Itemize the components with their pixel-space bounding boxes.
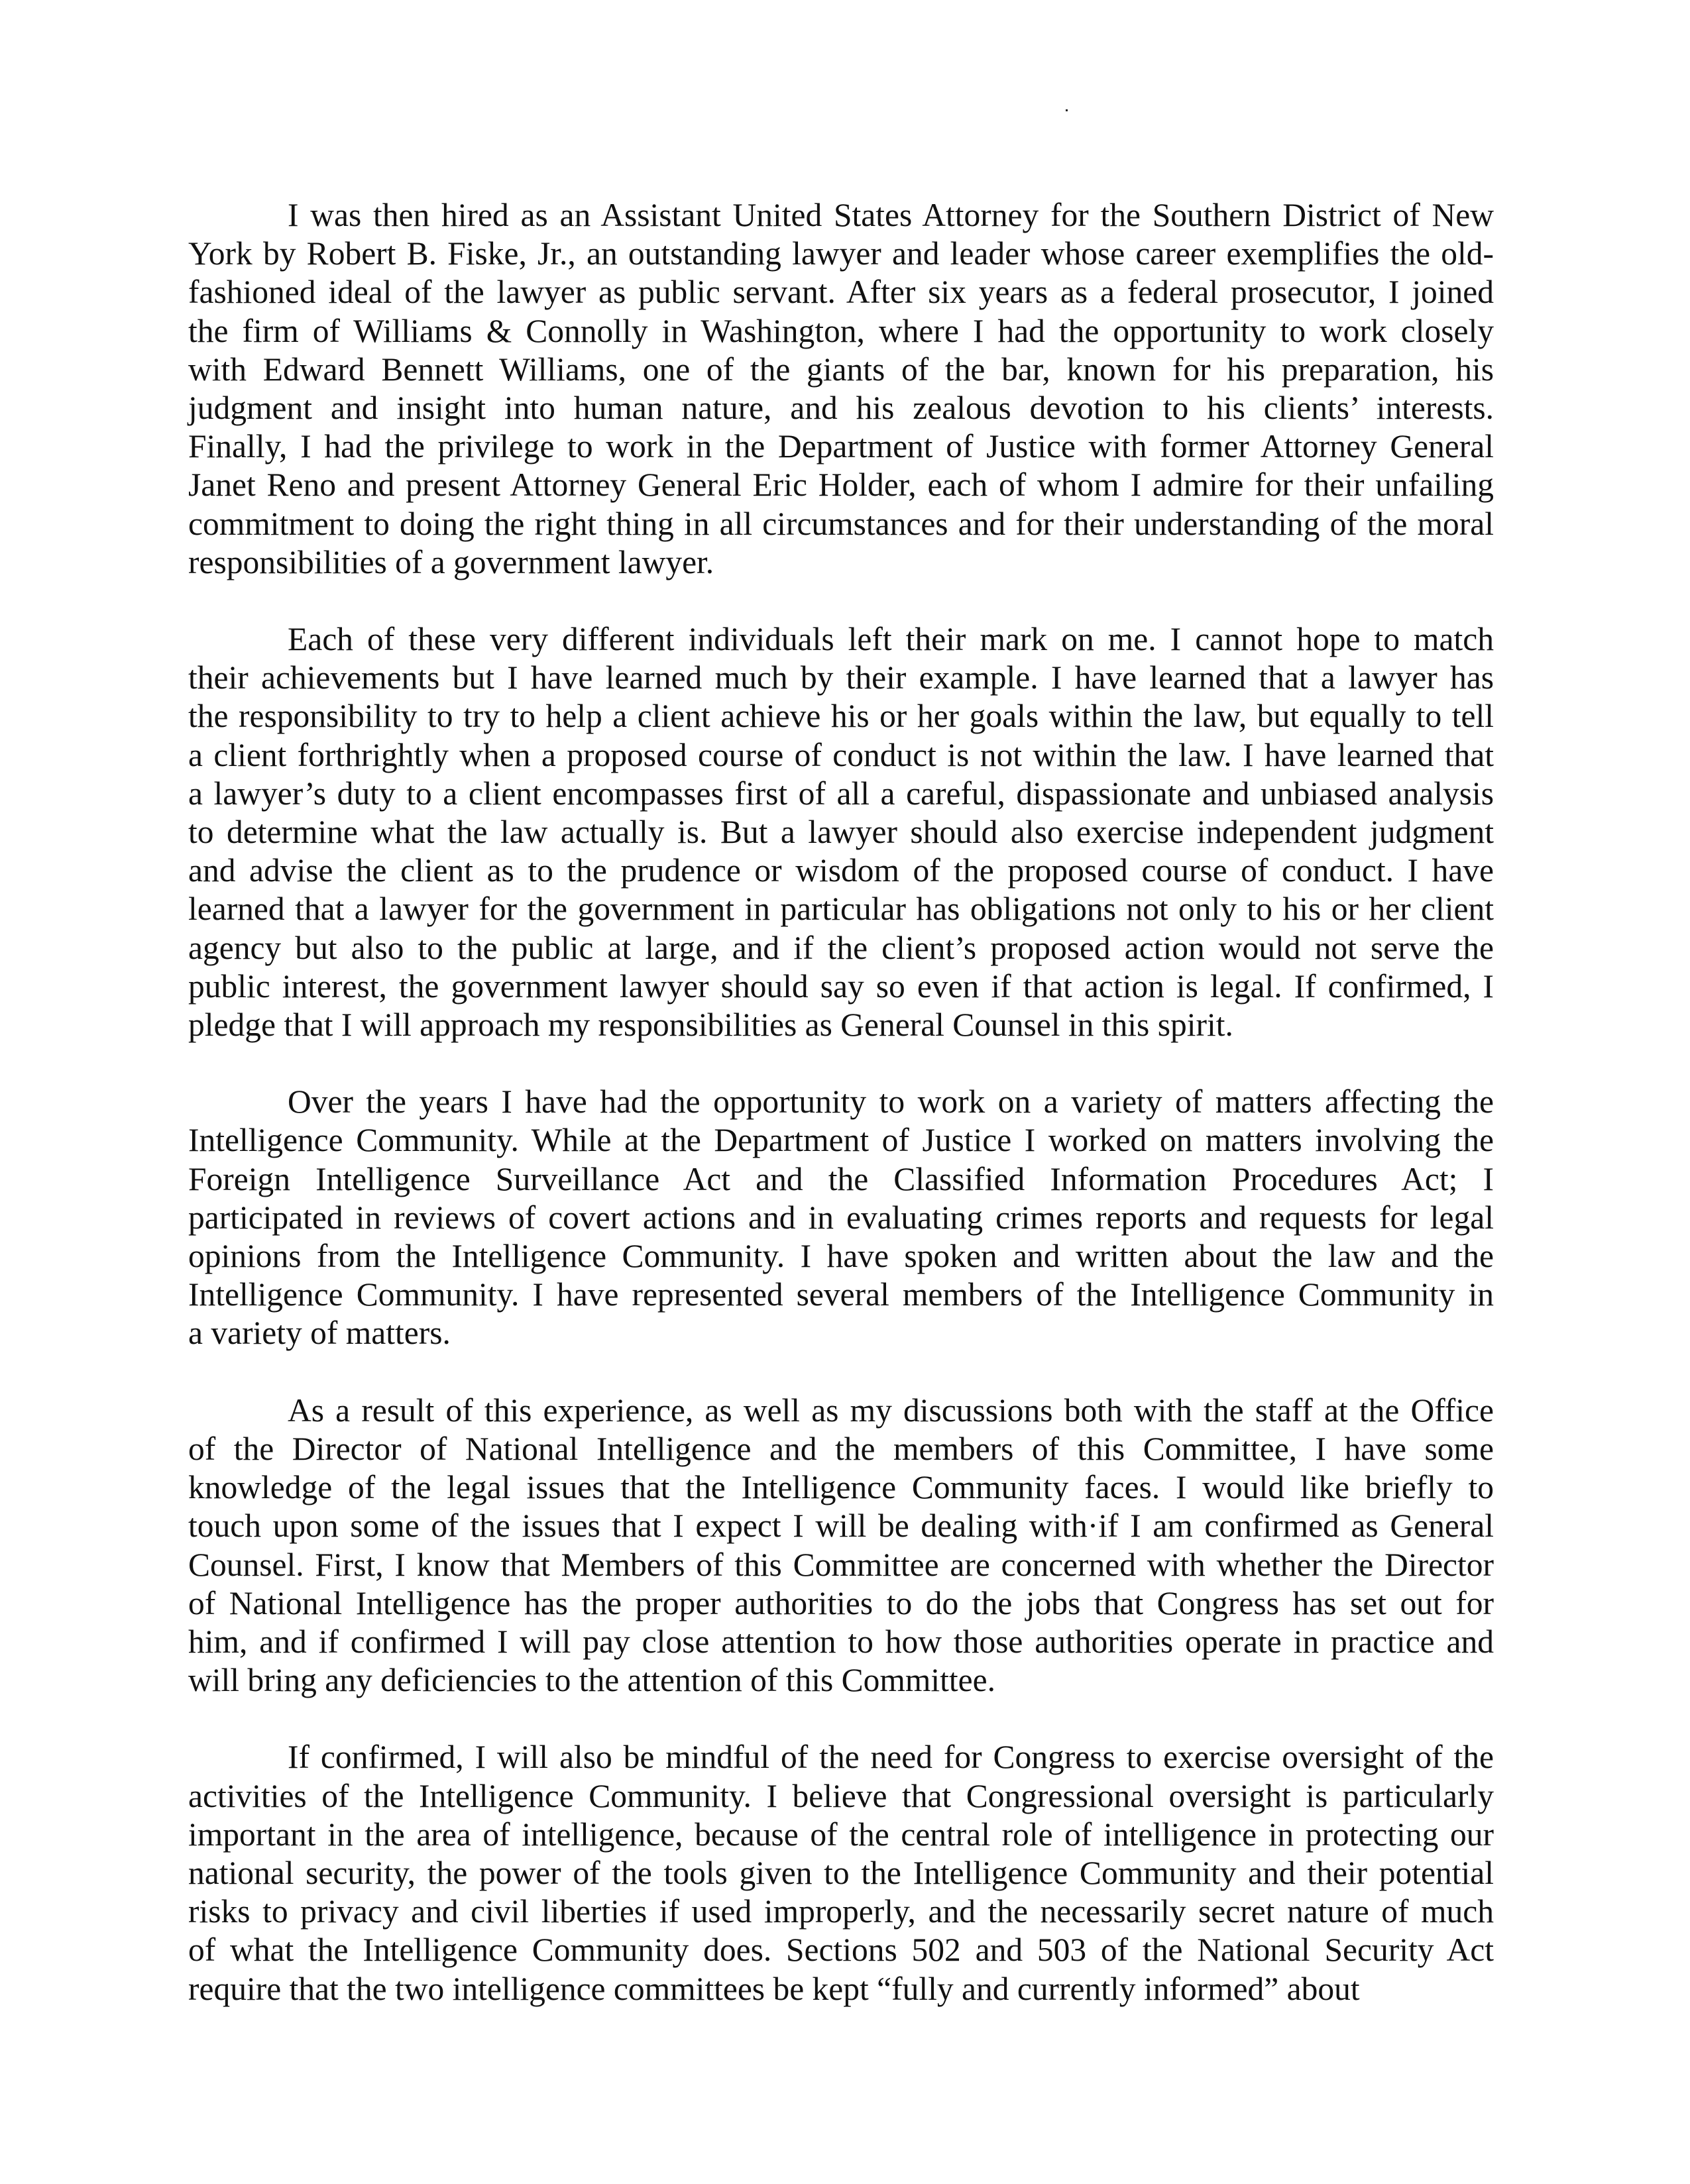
document-body <box>188 196 1494 2047</box>
text-line: with Edward Bennett Williams, one of the giants of the bar, known for his preparation, his <box>188 351 1494 388</box>
text-line: agency but also to the public at large, and if the client’s proposed action would not serve the <box>188 929 1494 966</box>
text-line: activities of the Intelligence Community. I believe that Congressional oversight is particularly <box>188 1777 1494 1814</box>
text-line: the firm of Williams & Connolly in Washington, where I had the opportunity to work closely <box>188 312 1494 349</box>
paragraph-3 <box>188 1083 1494 1352</box>
text-line: Over the years I have had the opportunity to work on a variety of matters affecting the <box>288 1083 1494 1120</box>
text-line: Janet Reno and present Attorney General Eric Holder, each of whom I admire for their unfailing <box>188 466 1494 504</box>
text-line: will bring any deficiencies to the attention of this Committee. <box>188 1662 995 1699</box>
text-line: responsibilities of a government lawyer. <box>188 543 714 580</box>
text-line: the responsibility to try to help a client achieve his or her goals within the law, but equally to tell <box>188 698 1494 735</box>
text-line: public interest, the government lawyer should say so even if that action is legal. If confirmed, I <box>188 967 1494 1005</box>
text-line: of what the Intelligence Community does. Sections 502 and 503 of the National Security Act <box>188 1932 1494 1969</box>
text-line: York by Robert B. Fiske, Jr., an outstanding lawyer and leader whose career exemplifies the old- <box>188 235 1494 272</box>
text-line: of the Director of National Intelligence and the members of this Committee, I have some <box>188 1430 1494 1467</box>
text-line: national security, the power of the tools given to the Intelligence Community and their potential <box>188 1854 1494 1891</box>
text-line: participated in reviews of covert actions and in evaluating crimes reports and requests for legal <box>188 1199 1494 1236</box>
scan-speck <box>1066 109 1068 111</box>
text-line: a lawyer’s duty to a client encompasses first of all a careful, dispassionate and unbiased analysis <box>188 775 1494 812</box>
text-line: Intelligence Community. While at the Department of Justice I worked on matters involving the <box>188 1122 1494 1159</box>
text-line: As a result of this experience, as well as my discussions both with the staff at the Office <box>288 1392 1494 1429</box>
text-line: I was then hired as an Assistant United States Attorney for the Southern District of New <box>288 197 1494 233</box>
text-line: judgment and insight into human nature, and his zealous devotion to his clients’ interests. <box>188 390 1494 427</box>
text-line: risks to privacy and civil liberties if used improperly, and the necessarily secret nature of much <box>188 1893 1494 1930</box>
text-line: Each of these very different individuals left their mark on me. I cannot hope to match <box>288 621 1494 658</box>
text-line: touch upon some of the issues that I expect I will be dealing with·if I am confirmed as General <box>188 1507 1494 1545</box>
text-line: him, and if confirmed I will pay close attention to how those authorities operate in practice and <box>188 1623 1494 1660</box>
text-line: and advise the client as to the prudence or wisdom of the proposed course of conduct. I have <box>188 852 1494 889</box>
text-line: important in the area of intelligence, because of the central role of intelligence in protecting our <box>188 1816 1494 1853</box>
text-line: pledge that I will approach my responsibilities as General Counsel in this spirit. <box>188 1007 1233 1044</box>
paragraph-1 <box>188 196 1494 582</box>
text-line: to determine what the law actually is. But a lawyer should also exercise independent judgment <box>188 814 1494 851</box>
text-line: a client forthrightly when a proposed course of conduct is not within the law. I have learned that <box>188 736 1494 773</box>
text-line: Counsel. First, I know that Members of this Committee are concerned with whether the Director <box>188 1546 1494 1583</box>
text-line: opinions from the Intelligence Community. I have spoken and written about the law and the <box>188 1238 1494 1275</box>
text-line: of National Intelligence has the proper authorities to do the jobs that Congress has set out for <box>188 1584 1494 1621</box>
paragraph-2 <box>188 620 1494 1044</box>
text-line: fashioned ideal of the lawyer as public servant. After six years as a federal prosecutor, I joined <box>188 274 1494 311</box>
text-line: Finally, I had the privilege to work in the Department of Justice with former Attorney General <box>188 428 1494 465</box>
text-line: a variety of matters. <box>188 1315 451 1352</box>
text-line: Foreign Intelligence Surveillance Act and the Classified Information Procedures Act; I <box>188 1160 1494 1197</box>
paragraph-4 <box>188 1392 1494 1700</box>
text-line: knowledge of the legal issues that the Intelligence Community faces. I would like briefly to <box>188 1469 1494 1506</box>
text-line: require that the two intelligence committees be kept “fully and currently informed” about <box>188 1970 1360 2007</box>
paragraph-5 <box>188 1738 1494 2008</box>
text-line: their achievements but I have learned much by their example. I have learned that a lawyer has <box>188 659 1494 696</box>
text-line: If confirmed, I will also be mindful of the need for Congress to exercise oversight of the <box>288 1739 1494 1776</box>
text-line: Intelligence Community. I have represented several members of the Intelligence Community in <box>188 1276 1494 1313</box>
text-line: commitment to doing the right thing in all circumstances and for their understanding of the moral <box>188 505 1494 542</box>
text-line: learned that a lawyer for the government in particular has obligations not only to his or her client <box>188 891 1494 928</box>
